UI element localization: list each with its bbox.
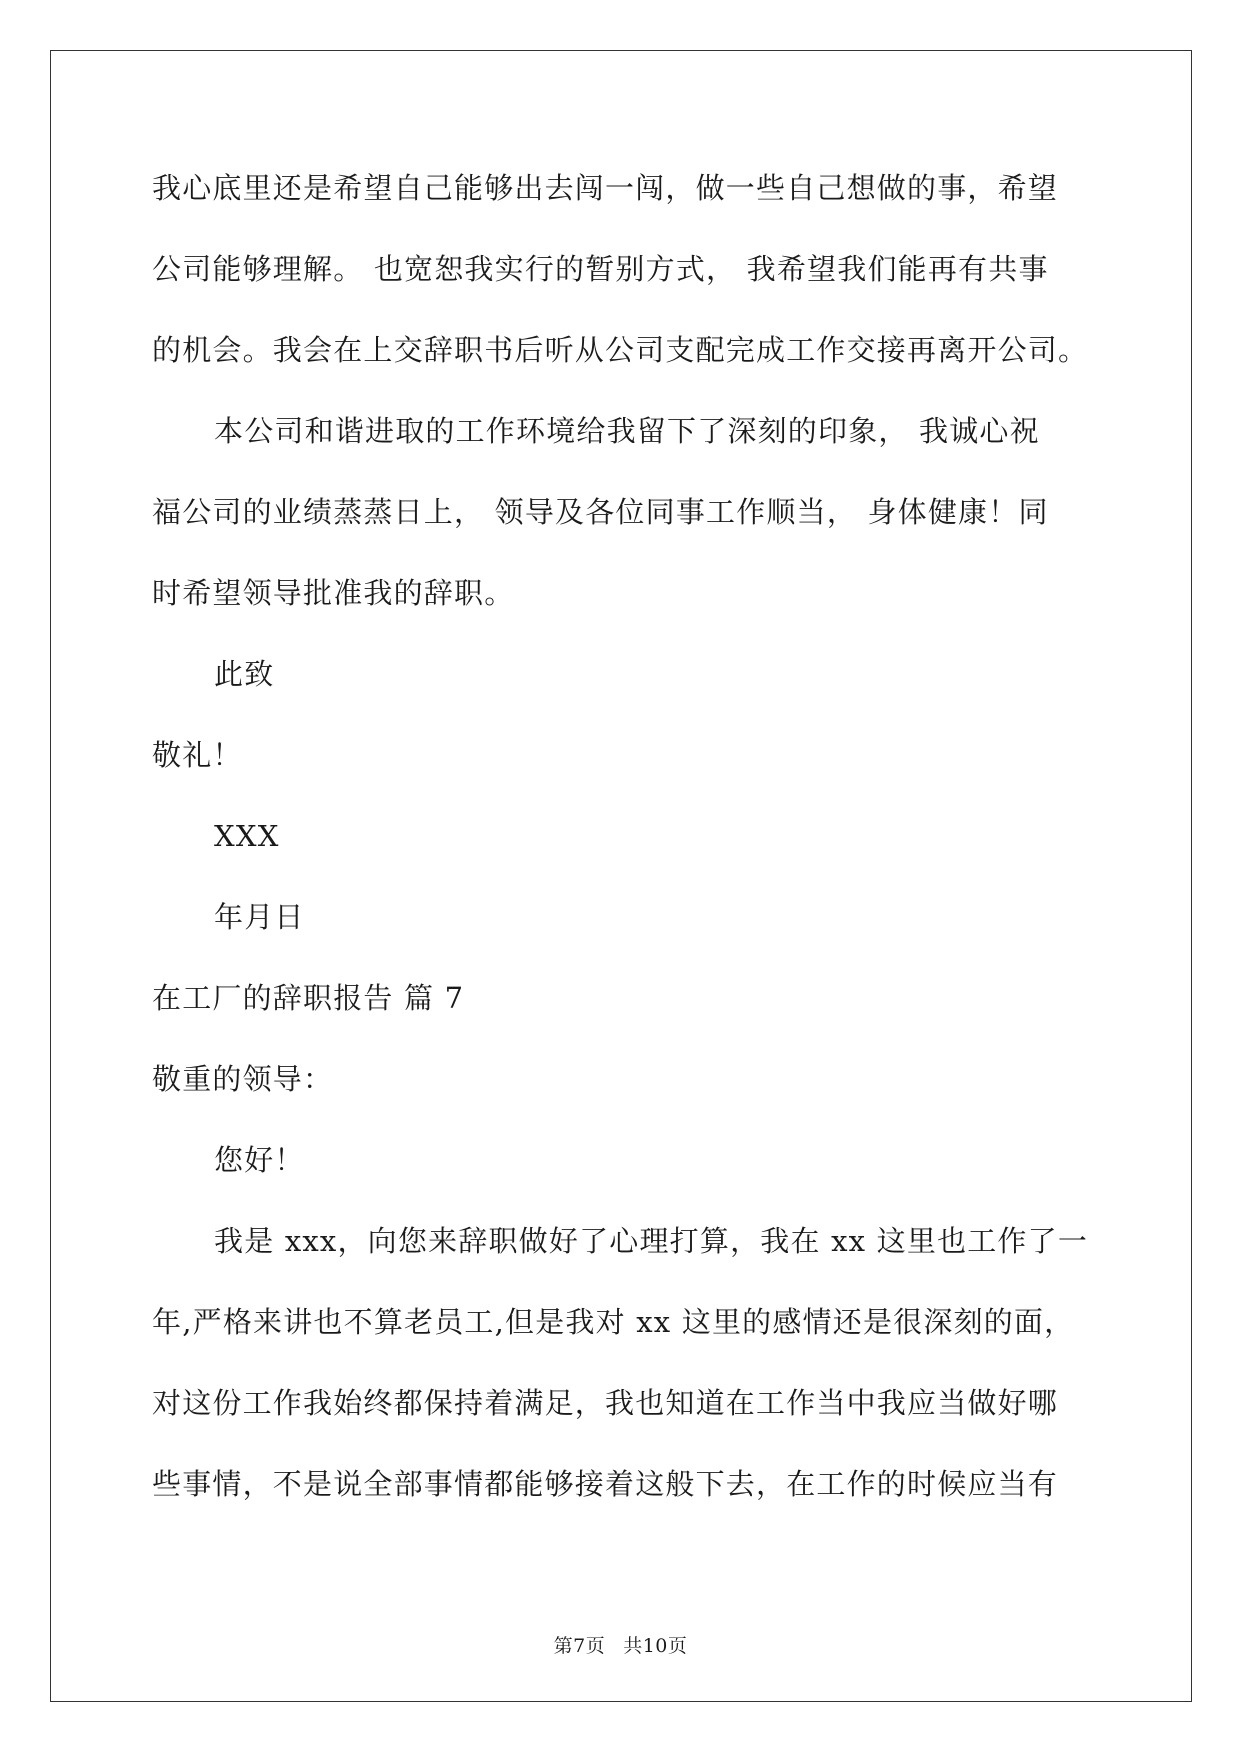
text-line: 本公司和谐进取的工作环境给我留下了深刻的印象， 我诚心祝 [214,414,1040,448]
salutation-line: 此致 [214,657,275,691]
page-number: 第7页 [553,1635,606,1657]
text-line: 时希望领导批准我的辞职。 [152,576,515,610]
text-line: 对这份工作我始终都保持着满足，我也知道在工作当中我应当做好哪 [152,1386,1059,1420]
salutation-line: 敬礼！ [152,738,243,772]
text-line: 我是 xxx，向您来辞职做好了心理打算，我在 xx 这里也工作了一 [214,1224,1089,1258]
page-footer [0,1634,1241,1658]
document-body [152,170,1092,1547]
text-line: 些事情，不是说全部事情都能够接着这般下去，在工作的时候应当有 [152,1467,1059,1501]
greeting-line: 您好！ [214,1143,305,1177]
signature-line: XXX [214,819,280,853]
page-total: 共10页 [623,1635,688,1657]
text-line: 公司能够理解。 也宽恕我实行的暂别方式， 我希望我们能再有共事 [152,252,1049,286]
text-line: 福公司的业绩蒸蒸日上， 领导及各位同事工作顺当， 身体健康！同 [152,495,1049,529]
greeting-line: 敬重的领导： [152,1062,334,1096]
text-line: 我心底里还是希望自己能够出去闯一闯，做一些自己想做的事，希望 [152,171,1059,205]
date-line: 年月日 [214,900,305,934]
text-line: 的机会。我会在上交辞职书后听从公司支配完成工作交接再离开公司。 [152,333,1089,367]
text-line: 年,严格来讲也不算老员工,但是我对 xx 这里的感情还是很深刻的面， [152,1305,1075,1339]
section-heading: 在工厂的辞职报告 篇 7 [152,981,465,1015]
